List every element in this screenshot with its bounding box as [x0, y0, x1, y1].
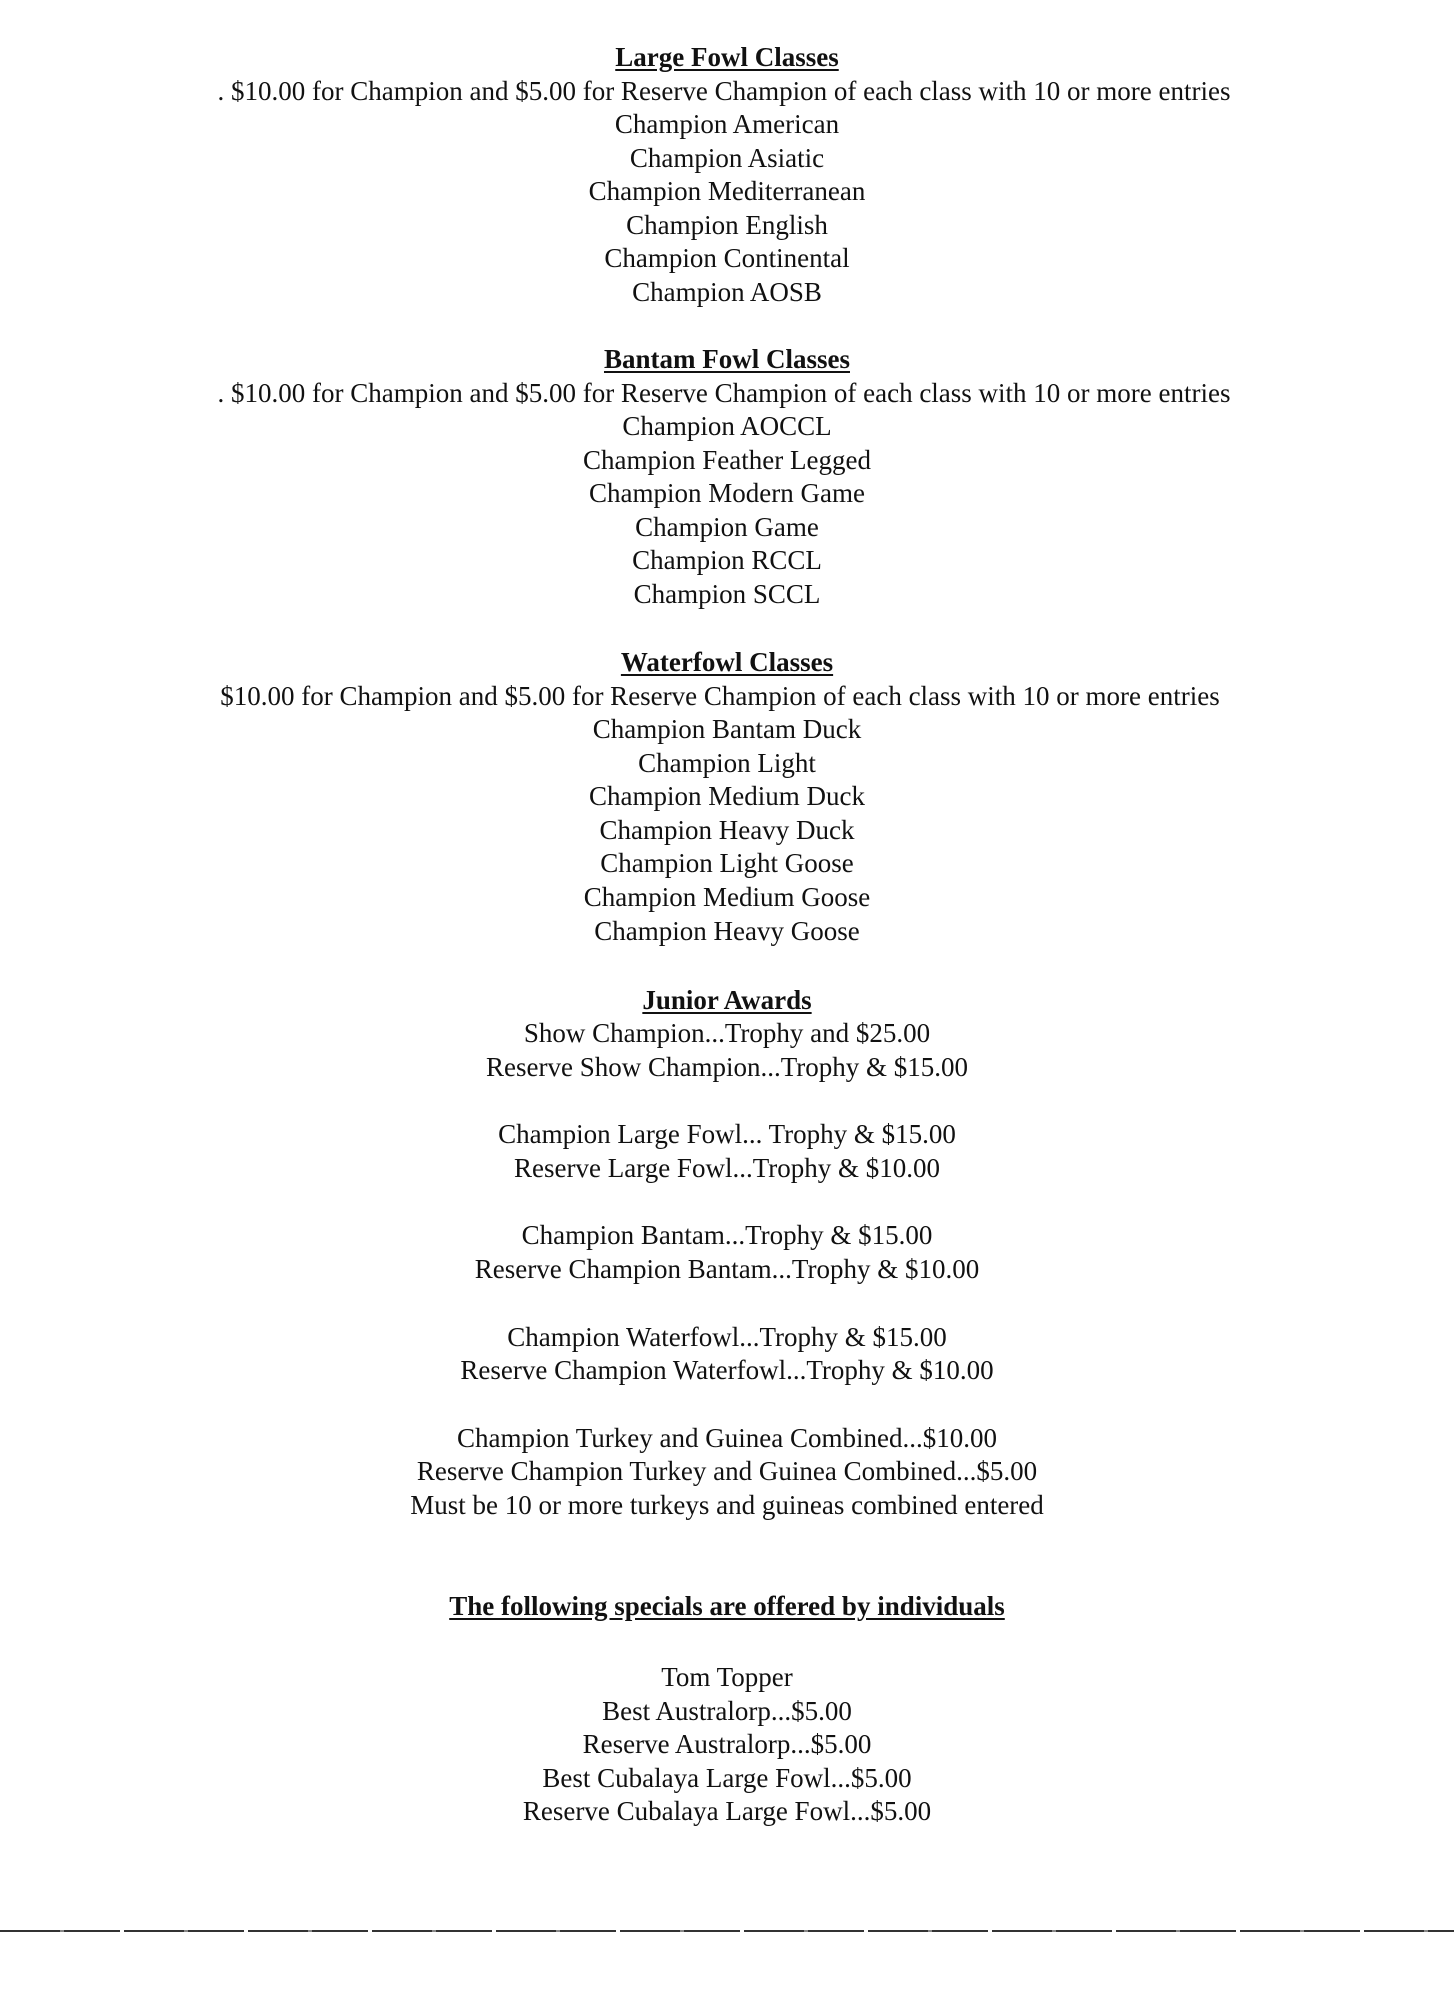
- waterfowl-section: [0, 645, 1454, 948]
- list-item: Champion Modern Game: [589, 478, 865, 509]
- list-item: Champion Light: [638, 747, 816, 778]
- list-item: Champion RCCL: [632, 545, 822, 576]
- list-item: Reserve Cubalaya Large Fowl...$5.00: [522, 1796, 932, 1827]
- list-item: Champion Medium Duck: [589, 781, 865, 812]
- list-item: Best Australorp...$5.00: [602, 1695, 852, 1726]
- spacer: [0, 1623, 1454, 1661]
- bantam-fowl-prize: . $10.00 for Champion and $5.00 for Reserve Champion of each class with 10 or more entries: [217, 378, 1231, 408]
- list-item: Champion AOSB: [632, 276, 822, 307]
- award-line: Reserve Champion Waterfowl...Trophy & $10.00: [460, 1355, 994, 1386]
- waterfowl-prize: $10.00 for Champion and $5.00 for Reserve Champion of each class with 10 or more entries: [220, 681, 1220, 711]
- footer-divider: [0, 1930, 1454, 1932]
- award-line: Champion Bantam...Trophy & $15.00: [521, 1220, 933, 1251]
- list-item: Champion Bantam Duck: [592, 714, 862, 744]
- waterfowl-heading: Waterfowl Classes: [620, 647, 834, 677]
- spacer: [0, 1388, 1454, 1422]
- list-item: Champion English: [626, 209, 828, 240]
- bantam-fowl-section: [0, 342, 1454, 612]
- award-line: Champion Turkey and Guinea Combined...$10.00: [457, 1422, 997, 1453]
- large-fowl-prize: . $10.00 for Champion and $5.00 for Reserve Champion of each class with 10 or more entries: [217, 76, 1231, 106]
- list-item: Champion Feather Legged: [583, 444, 871, 475]
- list-item: Champion American: [614, 109, 840, 139]
- list-item: Champion Heavy Duck: [599, 814, 855, 845]
- award-line: Reserve Show Champion...Trophy & $15.00: [485, 1051, 968, 1082]
- list-item: Reserve Australorp...$5.00: [582, 1729, 872, 1760]
- junior-awards-section: [0, 983, 1454, 1523]
- award-line: Reserve Champion Bantam...Trophy & $10.00: [474, 1253, 980, 1284]
- individual-specials-section: [0, 1589, 1454, 1829]
- list-item: Champion Game: [635, 511, 819, 542]
- list-item: Champion Mediterranean: [588, 176, 866, 207]
- award-line: Champion Large Fowl... Trophy & $15.00: [498, 1119, 956, 1150]
- junior-awards-heading: Junior Awards: [642, 985, 812, 1015]
- award-line: Reserve Large Fowl...Trophy & $10.00: [514, 1152, 940, 1183]
- bantam-fowl-heading: Bantam Fowl Classes: [603, 344, 850, 374]
- individual-specials-heading: The following specials are offered by individuals: [449, 1591, 1005, 1621]
- large-fowl-heading: Large Fowl Classes: [615, 42, 839, 72]
- award-line: Champion Waterfowl...Trophy & $15.00: [507, 1321, 947, 1352]
- list-item: Champion Heavy Goose: [594, 915, 860, 946]
- list-item: Champion Asiatic: [629, 142, 825, 173]
- list-item: Champion Continental: [604, 243, 850, 274]
- list-item: Champion SCCL: [633, 578, 821, 609]
- large-fowl-section: [0, 40, 1454, 310]
- award-line: Show Champion...Trophy and $25.00: [523, 1018, 931, 1048]
- award-line: Reserve Champion Turkey and Guinea Combined...$5.00: [416, 1456, 1038, 1487]
- spacer: [0, 1287, 1454, 1321]
- list-item: Champion AOCCL: [622, 411, 832, 441]
- spacer: [0, 1084, 1454, 1118]
- list-item: Champion Medium Goose: [583, 881, 871, 912]
- award-line: Must be 10 or more turkeys and guineas combined entered: [410, 1489, 1044, 1520]
- list-item: Champion Light Goose: [600, 848, 854, 879]
- sponsor-name: Tom Topper: [661, 1662, 793, 1692]
- list-item: Best Cubalaya Large Fowl...$5.00: [542, 1762, 912, 1793]
- spacer: [0, 1185, 1454, 1219]
